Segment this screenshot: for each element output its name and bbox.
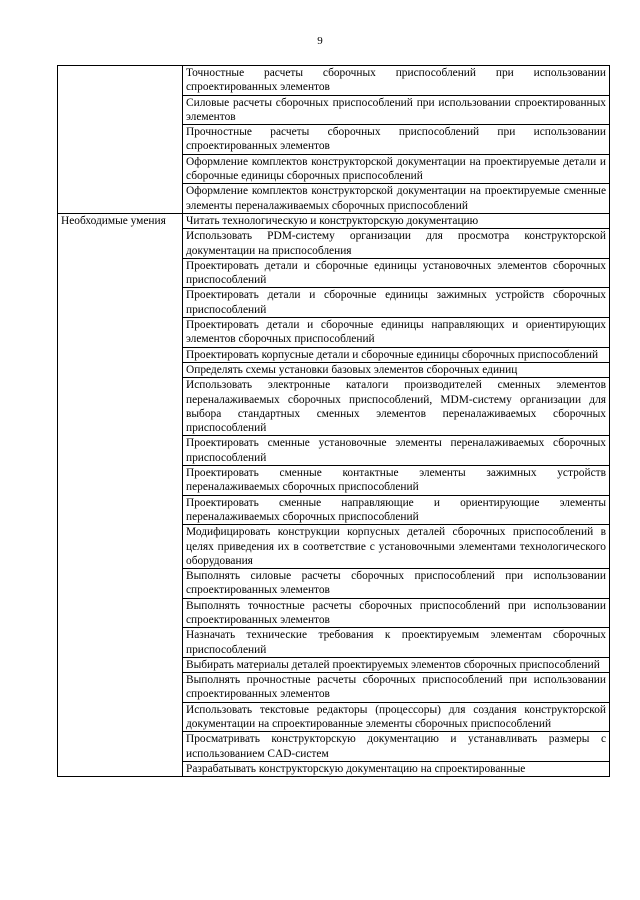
requirement-item: Проектировать детали и сборочные единицы зажимных устройств сборочных приспособлений: [183, 288, 610, 318]
requirement-item: Прочностные расчеты сборочных приспособлений при использовании спроектированных элементов: [183, 125, 610, 155]
requirement-item: Силовые расчеты сборочных приспособлений при использовании спроектированных элементов: [183, 95, 610, 125]
requirement-item: Выполнять точностные расчеты сборочных приспособлений при использовании спроектированных элементов: [183, 598, 610, 628]
requirement-item: Проектировать корпусные детали и сборочные единицы сборочных приспособлений: [183, 347, 610, 362]
requirement-item: Просматривать конструкторскую документацию и устанавливать размеры с использованием CAD-систем: [183, 732, 610, 762]
requirement-item: Использовать PDM-систему организации для просмотра конструкторской документации на приспособления: [183, 229, 610, 259]
requirement-item: Проектировать сменные направляющие и ориентирующие элементы переналаживаемых сборочных приспособлений: [183, 495, 610, 525]
requirement-item: Выполнять силовые расчеты сборочных приспособлений при использовании спроектированных элементов: [183, 569, 610, 599]
requirement-item: Проектировать детали и сборочные единицы направляющих и ориентирующих элементов сборочных приспособлений: [183, 318, 610, 348]
requirement-item: Выбирать материалы деталей проектируемых элементов сборочных приспособлений: [183, 657, 610, 672]
table-row: [58, 213, 610, 228]
section-label: Необходимые умения: [58, 213, 183, 776]
requirement-item: Проектировать сменные контактные элементы зажимных устройств переналаживаемых сборочных приспособлений: [183, 466, 610, 496]
page-number: 9: [317, 35, 323, 47]
requirement-item: Выполнять прочностные расчеты сборочных приспособлений при использовании спроектированных элементов: [183, 673, 610, 703]
requirement-item: Модифицировать конструкции корпусных деталей сборочных приспособлений в целях приведения их в соответствие с установочными элементами технологического оборудования: [183, 525, 610, 569]
requirement-item: Определять схемы установки базовых элементов сборочных единиц: [183, 362, 610, 377]
requirement-item: Оформление комплектов конструкторской документации на проектируемые детали и сборочные единицы сборочных приспособлений: [183, 154, 610, 184]
requirement-item: Проектировать сменные установочные элементы переналаживаемых сборочных приспособлений: [183, 436, 610, 466]
requirement-item: Использовать текстовые редакторы (процессоры) для создания конструкторской документации на спроектированные элементы сборочных приспособлений: [183, 702, 610, 732]
requirement-item: Разрабатывать конструкторскую документацию на спроектированные: [183, 761, 610, 776]
requirement-item: Назначать технические требования к проектируемым элементам сборочных приспособлений: [183, 628, 610, 658]
requirement-item: Оформление комплектов конструкторской документации на проектируемые сменные элементы переналаживаемых сборочных приспособлений: [183, 184, 610, 214]
section-label: [58, 66, 183, 214]
table-row: [58, 66, 610, 96]
requirements-table: [57, 65, 610, 777]
requirement-item: Читать технологическую и конструкторскую документацию: [183, 213, 610, 228]
requirement-item: Точностные расчеты сборочных приспособлений при использовании спроектированных элементов: [183, 66, 610, 96]
requirement-item: Использовать электронные каталоги производителей сменных элементов переналаживаемых сборочных приспособлений, MDM-систему организации для выбора стандартных сменных элементов переналаживаемых сборочных приспособлений: [183, 378, 610, 436]
requirement-item: Проектировать детали и сборочные единицы установочных элементов сборочных приспособлений: [183, 258, 610, 288]
